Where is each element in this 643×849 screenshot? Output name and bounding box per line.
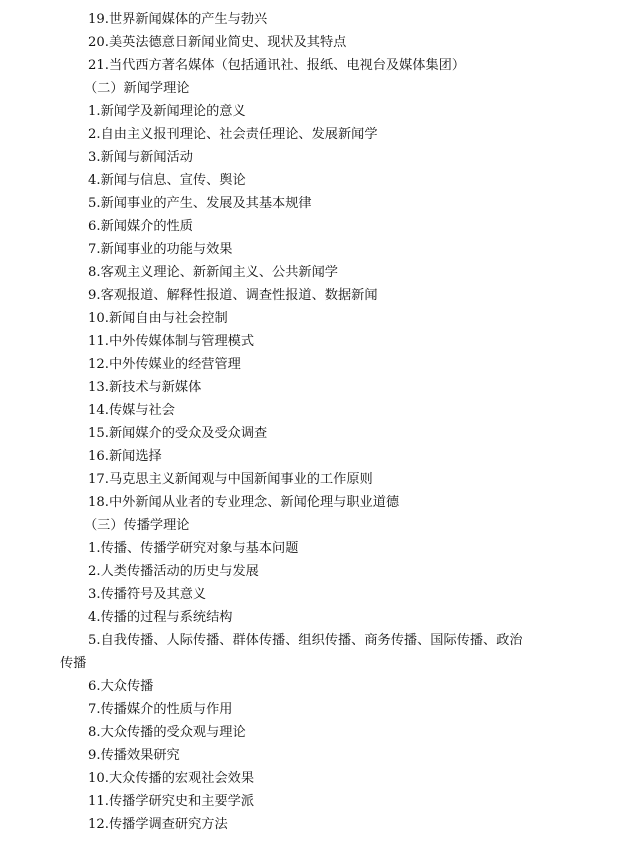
outline-item: 5.新闻事业的产生、发展及其基本规律 <box>88 196 312 211</box>
outline-item: 6.大众传播 <box>88 679 154 694</box>
outline-item: 7.新闻事业的功能与效果 <box>88 242 233 257</box>
outline-item-19: 19.世界新闻媒体的产生与勃兴 <box>88 12 268 27</box>
outline-item: 3.新闻与新闻活动 <box>88 150 193 165</box>
outline-item: 2.人类传播活动的历史与发展 <box>88 564 259 579</box>
outline-item: 15.新闻媒介的受众及受众调查 <box>88 426 268 441</box>
outline-item: 4.新闻与信息、宣传、舆论 <box>88 173 246 188</box>
outline-item: 12.中外传媒业的经营管理 <box>88 357 241 372</box>
outline-item: 6.新闻媒介的性质 <box>88 219 193 234</box>
outline-item: 8.客观主义理论、新新闻主义、公共新闻学 <box>88 265 338 280</box>
outline-item: 12.传播学调查研究方法 <box>88 817 228 832</box>
outline-item: 2.自由主义报刊理论、社会责任理论、发展新闻学 <box>88 127 378 142</box>
outline-item: 10.新闻自由与社会控制 <box>88 311 228 326</box>
outline-item: 14.传媒与社会 <box>88 403 175 418</box>
outline-item: 5.自我传播、人际传播、群体传播、组织传播、商务传播、国际传播、政治 <box>88 633 523 648</box>
outline-item: 16.新闻选择 <box>88 449 162 464</box>
outline-item: 1.新闻学及新闻理论的意义 <box>88 104 246 119</box>
outline-item: 10.大众传播的宏观社会效果 <box>88 771 255 786</box>
outline-item: 7.传播媒介的性质与作用 <box>88 702 233 717</box>
outline-item: 11.中外传媒体制与管理模式 <box>88 334 255 349</box>
outline-item: 3.传播符号及其意义 <box>88 587 207 602</box>
outline-item-continuation: 传播 <box>60 656 87 671</box>
outline-item: 18.中外新闻从业者的专业理念、新闻伦理与职业道德 <box>88 495 400 510</box>
outline-item-20: 20.美英法德意日新闻业简史、现状及其特点 <box>88 35 347 50</box>
section-heading-3: （三）传播学理论 <box>84 518 190 533</box>
outline-item: 13.新技术与新媒体 <box>88 380 202 395</box>
outline-item: 8.大众传播的受众观与理论 <box>88 725 246 740</box>
outline-item-21: 21.当代西方著名媒体（包括通讯社、报纸、电视台及媒体集团） <box>88 58 466 73</box>
outline-item: 11.传播学研究史和主要学派 <box>88 794 255 809</box>
outline-item: 1.传播、传播学研究对象与基本问题 <box>88 541 299 556</box>
outline-item: 17.马克思主义新闻观与中国新闻事业的工作原则 <box>88 472 373 487</box>
document-page <box>0 8 643 836</box>
section-heading-2: （二）新闻学理论 <box>84 81 190 96</box>
outline-item: 4.传播的过程与系统结构 <box>88 610 233 625</box>
outline-item: 9.传播效果研究 <box>88 748 180 763</box>
outline-item: 9.客观报道、解释性报道、调查性报道、数据新闻 <box>88 288 378 303</box>
